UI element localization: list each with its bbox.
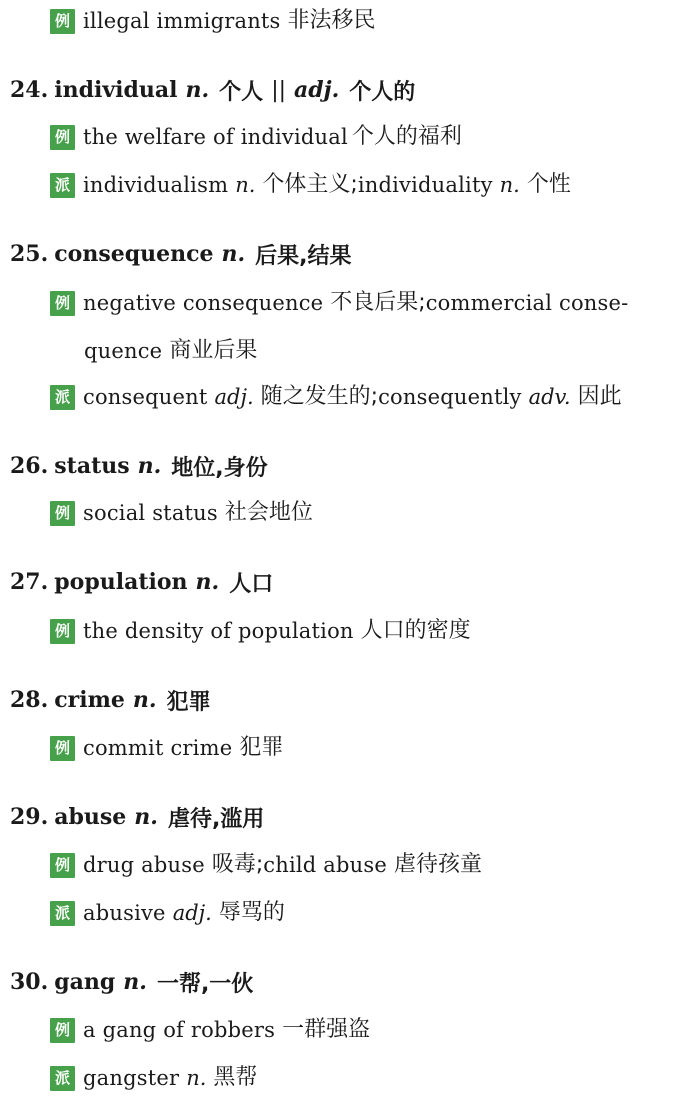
entry-heading (10, 448, 268, 484)
separator: ; (418, 290, 426, 315)
entry-pos: n. (185, 77, 210, 103)
entry-meaning: 一帮,一伙 (156, 971, 254, 997)
example-en: the welfare of individual (83, 124, 348, 149)
entry-number: 30. (10, 969, 49, 995)
example-tag: 例 (50, 736, 75, 761)
entry-word: gang (54, 969, 116, 995)
example-line (50, 1013, 370, 1047)
derivative-pos-2: adv. (528, 384, 571, 409)
derivative-zh: 辱骂的 (218, 900, 285, 925)
entry-word: population (54, 569, 188, 595)
entry-word: consequence (54, 241, 214, 267)
separator: ; (370, 384, 379, 409)
entry-word: individual (54, 77, 178, 103)
entry-meaning: 地位,身份 (171, 455, 268, 481)
example-zh: 吸毒 (211, 852, 256, 877)
example-en: negative consequence (83, 290, 324, 315)
entry-meaning: 个人 (219, 79, 264, 105)
entry-number: 29. (10, 804, 49, 830)
entry-meaning: 后果,结果 (255, 243, 352, 269)
example-line (50, 731, 283, 765)
example-line (50, 286, 628, 320)
example-zh: 犯罪 (239, 735, 284, 760)
example-zh-2: 虐待孩童 (394, 852, 483, 877)
derivative-pos: n. (235, 172, 256, 197)
derivative-tag: 派 (50, 385, 75, 410)
example-zh: 人口的密度 (360, 618, 471, 643)
example-en: a gang of robbers (83, 1017, 276, 1042)
entry-pos: n. (134, 804, 158, 830)
entry-heading (10, 236, 352, 272)
derivative-line (50, 380, 622, 414)
derivative-pos: n. (186, 1065, 207, 1090)
example-tag: 例 (50, 1018, 75, 1043)
example-tag: 例 (50, 9, 75, 34)
entry-meaning: 人口 (229, 571, 274, 597)
entry-meaning: 犯罪 (166, 689, 211, 715)
example-tag: 例 (50, 853, 75, 878)
entry-number: 24. (10, 77, 49, 103)
derivative-pos: adj. (172, 900, 212, 925)
derivative-zh: 随之发生的 (260, 384, 371, 409)
example-en: illegal immigrants (83, 8, 281, 33)
derivative-pos: adj. (214, 384, 254, 409)
entry-pos: n. (221, 241, 246, 267)
example-tag: 例 (50, 619, 75, 644)
entry-pos-2: adj. (294, 77, 340, 103)
entry-meaning: 虐待,滥用 (167, 806, 265, 832)
entry-heading (10, 72, 415, 108)
example-tag: 例 (50, 501, 75, 526)
entry-number: 28. (10, 687, 49, 713)
example-line-continued (84, 334, 257, 368)
derivative-pos-2: n. (499, 172, 520, 197)
derivative-en: consequent (83, 384, 208, 409)
entry-number: 26. (10, 453, 49, 479)
derivative-tag: 派 (50, 173, 75, 198)
example-zh: 一群强盗 (282, 1017, 371, 1042)
entry-word: crime (54, 687, 125, 713)
example-zh: 非法移民 (287, 8, 376, 33)
derivative-zh-2: 个性 (526, 172, 571, 197)
example-en-2: commercial conse- (425, 290, 629, 315)
example-line (50, 120, 462, 154)
derivative-zh: 黑帮 (213, 1065, 258, 1090)
separator: ; (255, 852, 264, 877)
example-zh: 社会地位 (224, 500, 313, 525)
example-en: social status (83, 500, 218, 525)
example-en: the density of population (83, 618, 354, 643)
derivative-en: gangster (83, 1065, 180, 1090)
example-en: drug abuse (83, 852, 205, 877)
separator: ; (350, 172, 358, 197)
derivative-en-2: individuality (357, 172, 493, 197)
derivative-line (50, 896, 285, 930)
example-zh-cont: 商业后果 (169, 338, 258, 363)
derivative-line (50, 1061, 257, 1095)
example-line (50, 848, 482, 882)
derivative-line (50, 168, 571, 202)
derivative-tag: 派 (50, 1066, 75, 1091)
example-tag: 例 (50, 125, 75, 150)
entry-pos: n. (195, 569, 220, 595)
example-en-cont: quence (84, 338, 163, 363)
entry-heading (10, 682, 211, 718)
entry-separator: || (271, 77, 287, 103)
entry-word: abuse (54, 804, 127, 830)
entry-number: 27. (10, 569, 49, 595)
entry-pos: n. (123, 969, 147, 995)
entry-pos: n. (132, 687, 157, 713)
derivative-tag: 派 (50, 901, 75, 926)
entry-heading (10, 564, 273, 600)
derivative-en: individualism (83, 172, 229, 197)
entry-pos: n. (137, 453, 162, 479)
example-tag: 例 (50, 291, 75, 316)
example-line (50, 614, 471, 648)
entry-number: 25. (10, 241, 49, 267)
example-en: commit crime (83, 735, 233, 760)
example-en-2: child abuse (263, 852, 387, 877)
example-line (50, 4, 376, 38)
derivative-en-2: consequently (378, 384, 522, 409)
example-zh: 个人的福利 (351, 124, 462, 149)
entry-word: status (54, 453, 130, 479)
derivative-zh: 个体主义 (262, 172, 351, 197)
derivative-zh-2: 因此 (577, 384, 622, 409)
example-line (50, 496, 313, 530)
derivative-en: abusive (83, 900, 166, 925)
entry-heading (10, 799, 264, 835)
entry-meaning-2: 个人的 (349, 79, 416, 105)
example-zh: 不良后果 (330, 290, 419, 315)
entry-heading (10, 964, 253, 1000)
